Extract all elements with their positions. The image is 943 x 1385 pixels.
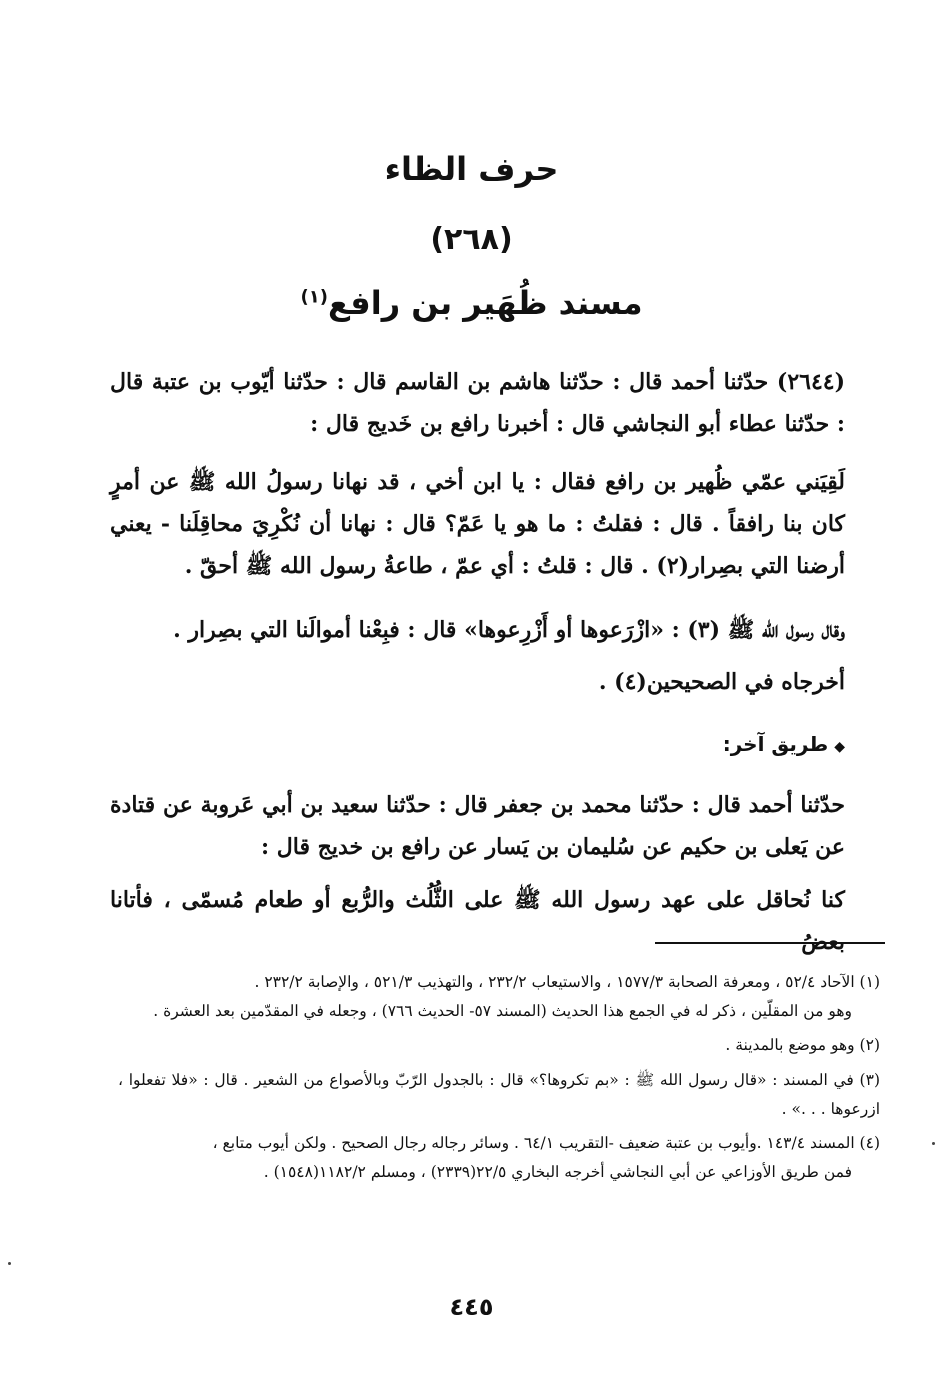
chapter-title: حرف الظاء — [384, 150, 559, 188]
footnote-ref-1[interactable]: (١) — [300, 286, 328, 308]
footnote-text: (٤) المسند ١٤٣/٤ .وأيوب بن عتبة ضعيف -التقريب ٦٤/١ . وسائر رجاله رجال الصحيح . ولكن أيوب متابع ، — [212, 1134, 880, 1153]
footnote-text: (٢) وهو موضع بالمدينة . — [725, 1036, 880, 1055]
footnote-text: (١) الآحاد ٥٢/٤ ، ومعرفة الصحابة ١٥٧٧/٣ ، والاستيعاب ٢٣٢/٢ ، والتهذيب ٥٢١/٣ ، والإصابة ٢٣٢/٢ . — [254, 973, 880, 991]
footnote-item — [118, 1031, 880, 1060]
page-number: ٤٤٥ — [449, 1293, 494, 1321]
footnotes-list — [118, 968, 880, 1193]
other-route-heading — [723, 732, 845, 756]
hadith-prophet-saying: وقال رسول الله ﷺ (٣) : «ازْرَعوها أو أَزْرِعوها» قال : فبِعْنا أموالَنا التي بصِرار . — [173, 617, 845, 643]
scan-speck — [8, 1262, 11, 1265]
musnad-number: (٢٦٨) — [430, 222, 513, 257]
hadith-matn: لَقِيَني عمّي ظُهير بن رافع فقال : يا ابن أخي ، قد نهانا رسولُ الله ﷺ عن أمرٍ كان بنا رافقاً . قال : فقلتُ : ما هو يا عَمّ؟ قال : نهانا أن نُكْرِيَ محاقِلَنا - يعني أرضنا التي بصِرار(٢) . قال : قلتُ : أي عمّ ، طاعةُ رسول الله ﷺ أحقّ . — [110, 469, 845, 579]
other-route-matn: كنا نُحاقل على عهد رسول الله ﷺ على الثُّلُث والرُّبع أو طعام مُسمّى ، فأتانا بعضُ — [110, 887, 845, 955]
other-route-heading-text: طريق آخر: — [722, 732, 829, 756]
footnote-divider — [655, 942, 885, 944]
other-route-isnad: حدّثنا أحمد قال : حدّثنا محمد بن جعفر قال : حدّثنا سعيد بن أبي عَروبة عن قتادة عن يَعلى بن حكيم عن سُليمان بن يَسار عن رافع بن خديج قال : — [110, 792, 845, 860]
footnote-continuation: فمن طريق الأوزاعي عن أبي النجاشي أخرجه البخاري ٢٢/٥(٢٣٣٩) ، ومسلم ١١٨٢/٢(١٥٤٨) . — [263, 1163, 852, 1182]
footnote-item — [118, 1066, 880, 1123]
musnad-title — [0, 284, 943, 322]
hadith-isnad: (٢٦٤٤) حدّثنا أحمد قال : حدّثنا هاشم بن القاسم قال : حدّثنا أيّوب بن عتبة قال : حدّثنا عطاء أبو النجاشي قال : أخبرنا رافع بن خَديج قال : — [110, 369, 845, 437]
scan-speck — [932, 1142, 935, 1145]
footnote-item — [118, 968, 880, 1025]
diamond-bullet-icon: ◆ — [834, 739, 845, 755]
hadith-takhrij: أخرجاه في الصحيحين(٤) . — [598, 669, 845, 695]
footnote-text: (٣) في المسند : «قال رسول الله ﷺ : «بم تكروها؟» قال : بالجدول الرّبّ وبالأصواع من الشعير . قال : «فلا تفعلوا ، ازرعوها . . .» . — [118, 1071, 880, 1118]
footnote-continuation: وهو من المقلّين ، ذكر له في الجمع هذا الحديث (المسند ٥٧- الحديث ٧٦٦) ، وجعله في المقدّمين بعد العشرة . — [153, 1001, 852, 1020]
musnad-title-text: مسند ظُهَير بن رافع — [327, 284, 643, 322]
footnote-item — [118, 1129, 880, 1186]
